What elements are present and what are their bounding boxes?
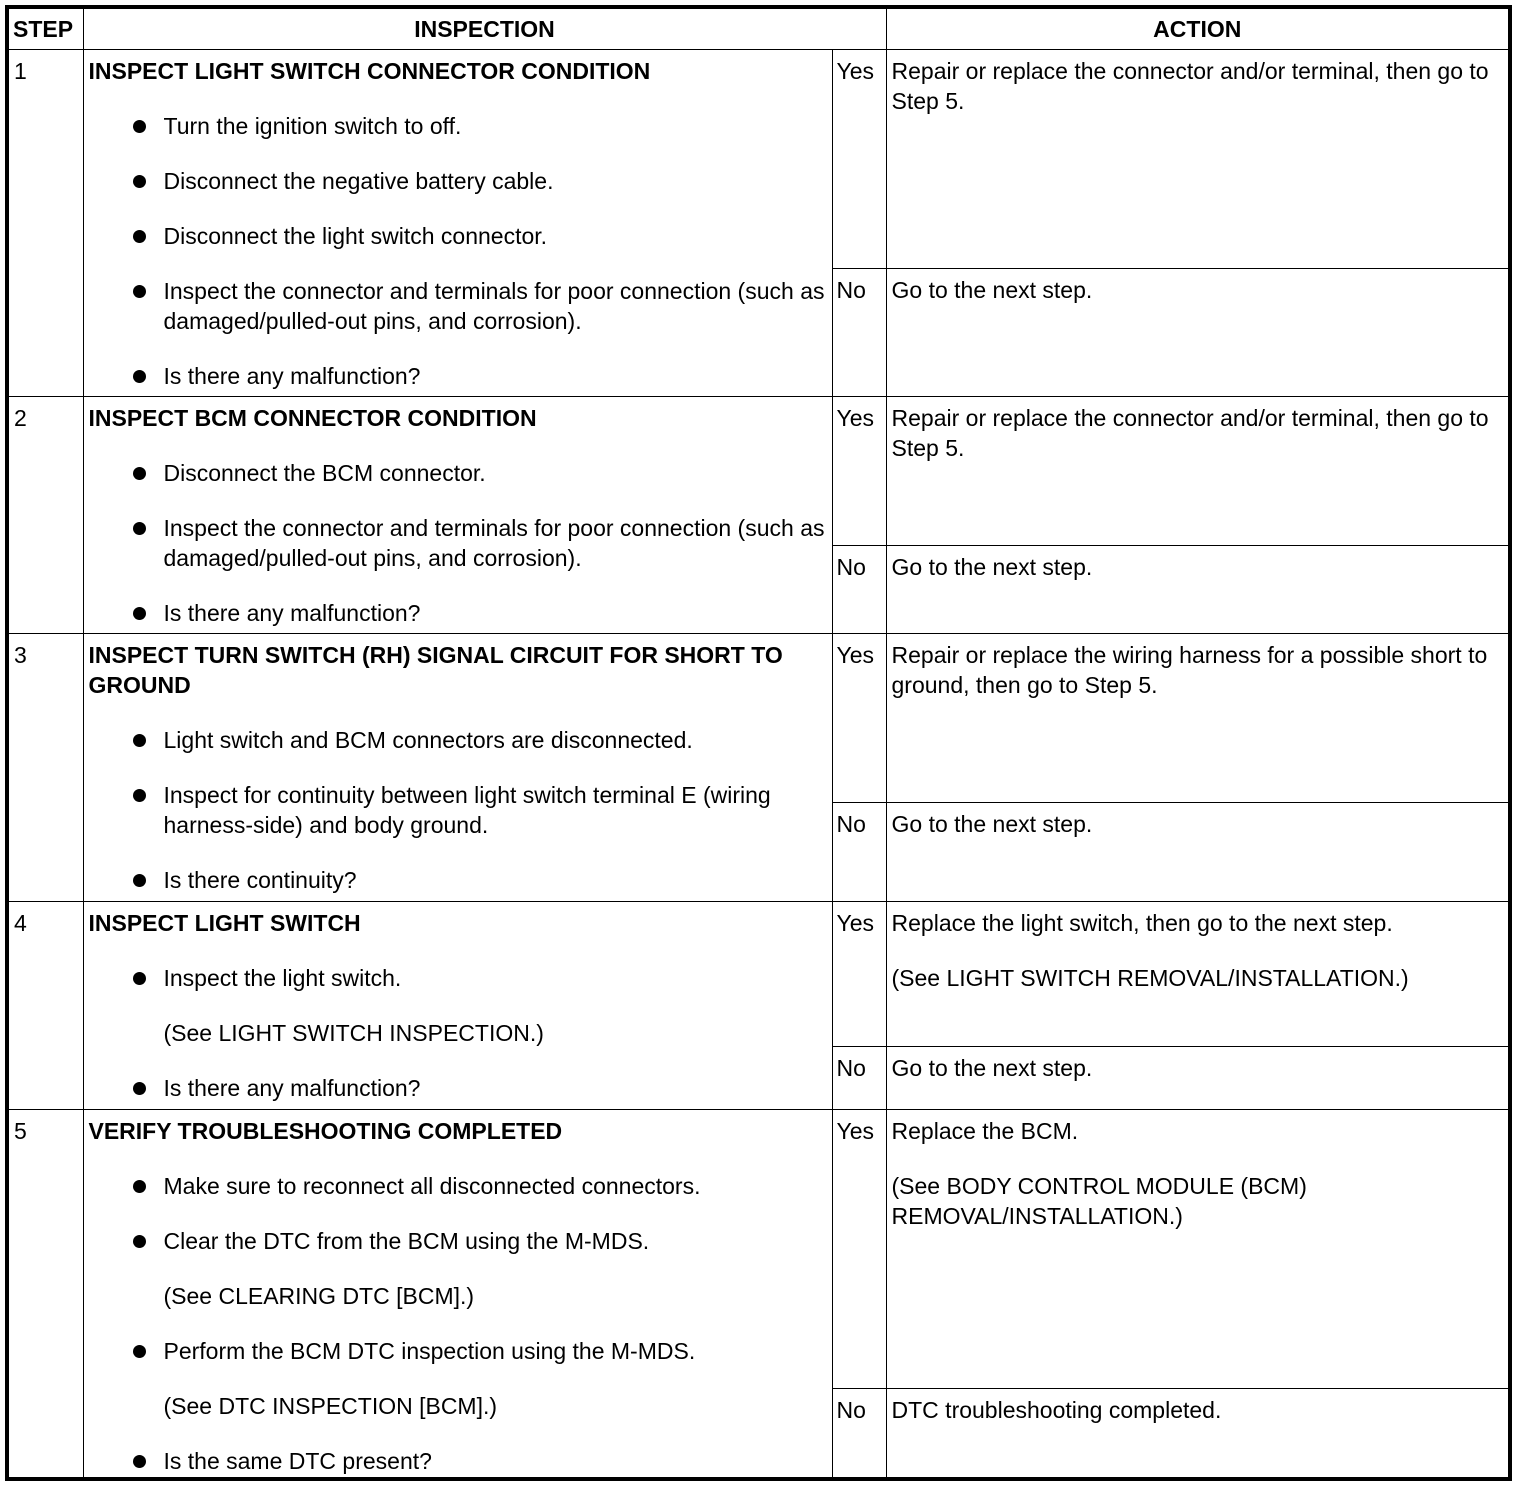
step-number: 3: [7, 634, 83, 902]
bullet-item: Make sure to reconnect all disconnected connectors.: [89, 1171, 827, 1201]
no-action: Go to the next step.: [886, 803, 1510, 902]
bullet-text: Perform the BCM DTC inspection using the M-MDS.: [163, 1338, 696, 1364]
bullet-list: [89, 1171, 827, 1476]
step-title: INSPECT LIGHT SWITCH CONNECTOR CONDITION: [88, 58, 651, 84]
bullet-item: Inspect the connector and terminals for poor connection (such as damaged/pulled-out pins, and corrosion).: [89, 276, 827, 336]
step-3-yes-row: [7, 634, 1510, 803]
inspection-cell: [83, 634, 832, 902]
bullet-text: Inspect the light switch.: [163, 965, 402, 991]
header-inspection: INSPECTION: [83, 7, 886, 50]
bullet-item: Is there any malfunction?: [89, 361, 827, 391]
bullet-item: Light switch and BCM connectors are disconnected.: [89, 725, 827, 755]
no-action: Go to the next step.: [886, 546, 1510, 634]
inspection-cell: [83, 902, 832, 1110]
bullet-item: Is there continuity?: [89, 865, 827, 895]
step-4-yes-row: [7, 902, 1510, 1047]
no-label: No: [832, 269, 886, 397]
yes-label: Yes: [832, 634, 886, 803]
reference-note: (See CLEARING DTC [BCM].): [163, 1283, 475, 1309]
reference-note: (See DTC INSPECTION [BCM].): [163, 1393, 498, 1419]
yes-reference-note: (See BODY CONTROL MODULE (BCM) REMOVAL/INSTALLATION.): [891, 1173, 1307, 1229]
bullet-item: [89, 1336, 827, 1421]
yes-label: Yes: [832, 902, 886, 1047]
step-title: INSPECT LIGHT SWITCH: [88, 910, 361, 936]
bullet-item: Disconnect the negative battery cable.: [89, 166, 827, 196]
step-number: 2: [7, 397, 83, 634]
yes-action: Repair or replace the connector and/or terminal, then go to Step 5.: [886, 50, 1510, 269]
no-label: No: [832, 803, 886, 902]
bullet-item: Inspect the connector and terminals for poor connection (such as damaged/pulled-out pins, and corrosion).: [89, 513, 827, 573]
bullet-list: [89, 725, 827, 895]
inspection-cell: [83, 50, 832, 397]
yes-label: Yes: [832, 50, 886, 269]
no-action: Go to the next step.: [886, 1047, 1510, 1110]
step-number: 4: [7, 902, 83, 1110]
step-title: VERIFY TROUBLESHOOTING COMPLETED: [88, 1118, 563, 1144]
yes-action-cell: [886, 1110, 1510, 1389]
yes-reference-note: (See LIGHT SWITCH REMOVAL/INSTALLATION.): [891, 965, 1409, 991]
bullet-list: [89, 458, 827, 628]
header-action: ACTION: [886, 7, 1510, 50]
no-label: No: [832, 1047, 886, 1110]
step-number: 1: [7, 50, 83, 397]
bullet-list: [89, 963, 827, 1103]
no-label: No: [832, 546, 886, 634]
yes-label: Yes: [832, 397, 886, 546]
yes-action: Repair or replace the wiring harness for a possible short to ground, then go to Step 5.: [886, 634, 1510, 803]
header-row: [7, 7, 1510, 50]
bullet-item: [89, 1226, 827, 1311]
step-number: 5: [7, 1110, 83, 1480]
bullet-item: [89, 963, 827, 1048]
bullet-item: Is there any malfunction?: [89, 598, 827, 628]
bullet-item: Inspect for continuity between light switch terminal E (wiring harness-side) and body ground.: [89, 780, 827, 840]
bullet-item: Is there any malfunction?: [89, 1073, 827, 1103]
step-title: INSPECT TURN SWITCH (RH) SIGNAL CIRCUIT FOR SHORT TO GROUND: [88, 642, 783, 698]
step-5-yes-row: [7, 1110, 1510, 1389]
inspection-cell: [83, 397, 832, 634]
yes-action: Replace the BCM.: [891, 1118, 1079, 1144]
bullet-text: Clear the DTC from the BCM using the M-MDS.: [163, 1228, 650, 1254]
bullet-item: Turn the ignition switch to off.: [89, 111, 827, 141]
inspection-cell: [83, 1110, 832, 1480]
yes-label: Yes: [832, 1110, 886, 1389]
yes-action-cell: [886, 902, 1510, 1047]
step-2-yes-row: [7, 397, 1510, 546]
no-action: DTC troubleshooting completed.: [886, 1389, 1510, 1480]
bullet-item: Disconnect the BCM connector.: [89, 458, 827, 488]
header-step: STEP: [7, 7, 83, 50]
reference-note: (See LIGHT SWITCH INSPECTION.): [163, 1020, 544, 1046]
bullet-item: Is the same DTC present?: [89, 1446, 827, 1476]
yes-action: Repair or replace the connector and/or terminal, then go to Step 5.: [886, 397, 1510, 546]
step-title: INSPECT BCM CONNECTOR CONDITION: [88, 405, 537, 431]
no-action: Go to the next step.: [886, 269, 1510, 397]
yes-action: Replace the light switch, then go to the next step.: [891, 910, 1393, 936]
no-label: No: [832, 1389, 886, 1480]
step-1-yes-row: [7, 50, 1510, 269]
troubleshooting-table: [5, 5, 1512, 1481]
bullet-item: Disconnect the light switch connector.: [89, 221, 827, 251]
bullet-list: [89, 111, 827, 391]
